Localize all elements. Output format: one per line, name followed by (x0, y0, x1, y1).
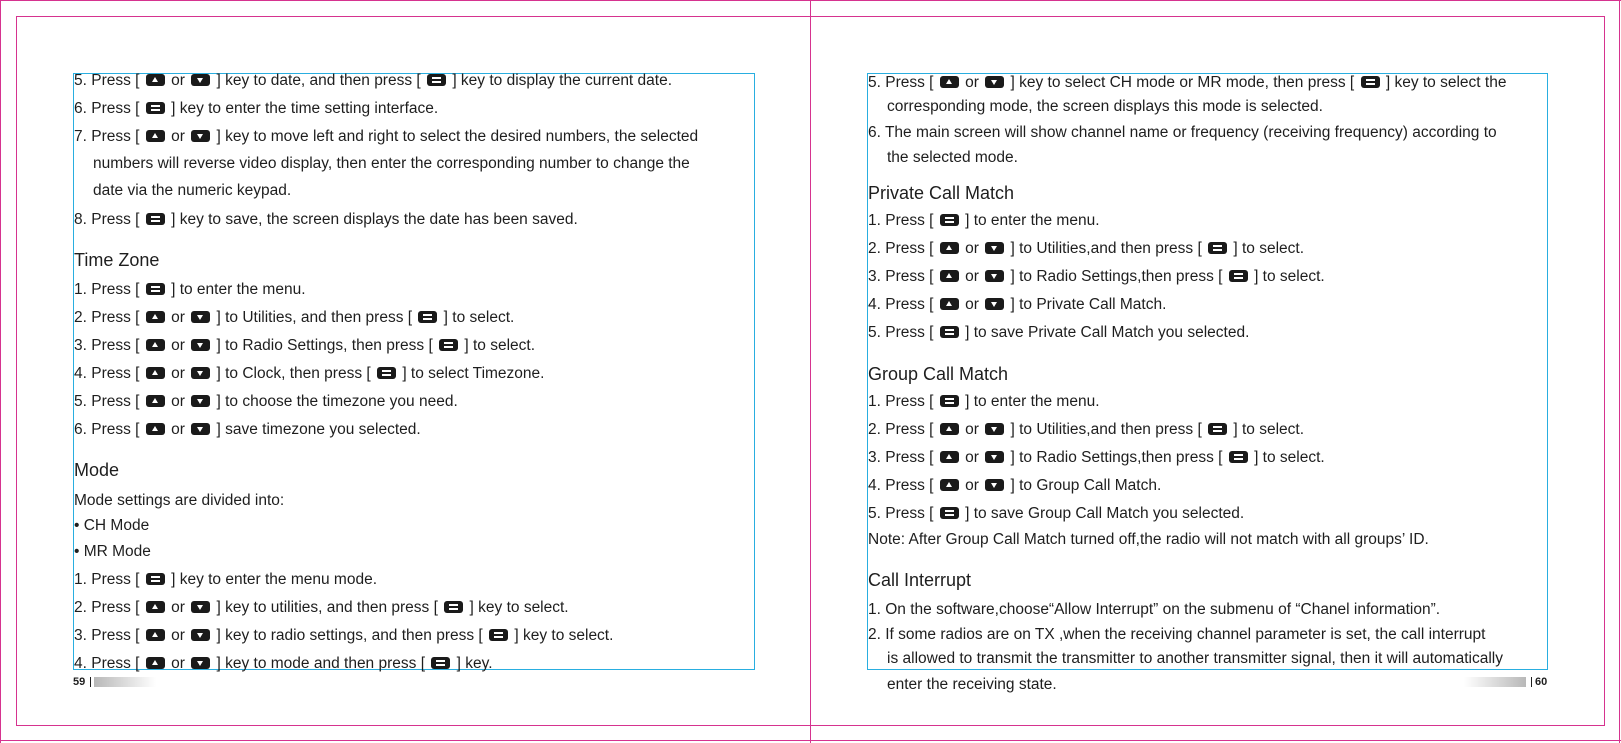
down-arrow-key-icon (191, 629, 210, 641)
down-arrow-key-icon (191, 423, 210, 435)
bleed-line-right (1604, 16, 1605, 726)
text-run: or (166, 627, 190, 644)
down-arrow-key-icon (191, 339, 210, 351)
menu-key-icon (940, 326, 959, 338)
text-line (868, 601, 1440, 619)
text-run: or (166, 72, 190, 89)
up-arrow-key-icon (146, 657, 165, 669)
text-run: corresponding mode, the screen displays this mode is selected. (887, 98, 1323, 115)
text-run: ] to Private Call Match. (1006, 296, 1167, 313)
text-line (74, 365, 544, 383)
text-run: ] key to move left and right to select the desired numbers, the selected (212, 128, 699, 145)
text-run: ] key to enter the menu mode. (166, 571, 378, 588)
text-line (74, 281, 306, 299)
text-run: ] to save Private Call Match you selected. (960, 324, 1250, 341)
section-heading: Group Call Match (868, 364, 1009, 384)
up-arrow-key-icon (146, 311, 165, 323)
text-line (93, 182, 291, 200)
text-run: ] key to select. (510, 627, 614, 644)
text-run: 2. Press [ (868, 240, 938, 257)
up-arrow-key-icon (940, 242, 959, 254)
up-arrow-key-icon (940, 298, 959, 310)
down-arrow-key-icon (191, 367, 210, 379)
text-run: or (166, 655, 190, 672)
menu-key-icon (418, 311, 437, 323)
text-run: ] to select. (460, 337, 536, 354)
text-run: 5. Press [ (74, 393, 144, 410)
text-line (887, 650, 1503, 668)
text-run: or (166, 365, 190, 382)
text-run: 3. Press [ (74, 337, 144, 354)
menu-key-icon (146, 102, 165, 114)
text-run: numbers will reverse video display, then enter the corresponding number to change the (93, 155, 690, 172)
text-run: or (960, 74, 984, 91)
text-run: ] save timezone you selected. (212, 421, 421, 438)
text-run: ] to Utilities,and then press [ (1006, 421, 1207, 438)
text-line (74, 337, 535, 355)
down-arrow-key-icon (985, 451, 1004, 463)
down-arrow-key-icon (191, 74, 210, 86)
text-line (868, 477, 1161, 495)
down-arrow-key-icon (985, 76, 1004, 88)
text-run: 4. Press [ (74, 655, 144, 672)
text-line (887, 98, 1323, 116)
text-line (868, 240, 1304, 258)
trim-line-left (0, 0, 1, 743)
text-line (74, 627, 613, 645)
left-number-divider (90, 677, 91, 687)
up-arrow-key-icon (146, 629, 165, 641)
text-run: or (166, 393, 190, 410)
text-run: enter the receiving state. (887, 676, 1057, 693)
text-run: • MR Mode (74, 543, 151, 560)
menu-key-icon (146, 573, 165, 585)
text-line (74, 571, 377, 589)
text-run: or (166, 128, 190, 145)
text-line (868, 296, 1166, 314)
text-run: ] to Group Call Match. (1006, 477, 1162, 494)
menu-key-icon (431, 657, 450, 669)
text-run: ] to select. (1229, 240, 1305, 257)
menu-key-icon (377, 367, 396, 379)
up-arrow-key-icon (146, 601, 165, 613)
bleed-line-left (16, 16, 17, 726)
down-arrow-key-icon (985, 270, 1004, 282)
text-line (868, 421, 1304, 439)
text-run: 2. Press [ (74, 599, 144, 616)
down-arrow-key-icon (191, 395, 210, 407)
text-run: the selected mode. (887, 149, 1018, 166)
section-heading: Time Zone (74, 250, 160, 270)
text-run: ] to select. (439, 309, 515, 326)
text-run: ] key to select CH mode or MR mode, then press [ (1006, 74, 1359, 91)
text-run: or (166, 599, 190, 616)
text-run: 1. Press [ (868, 212, 938, 229)
spine-line (810, 0, 811, 743)
text-line (74, 128, 698, 146)
text-run: or (960, 296, 984, 313)
text-line (74, 517, 149, 535)
down-arrow-key-icon (191, 601, 210, 613)
text-run: 5. Press [ (868, 74, 938, 91)
text-run: or (960, 268, 984, 285)
text-run: ] to Radio Settings, then press [ (212, 337, 438, 354)
text-line (74, 393, 458, 411)
text-line (74, 100, 438, 118)
text-run: Mode settings are divided into: (74, 492, 285, 509)
text-run: 1. Press [ (74, 281, 144, 298)
text-run: ] key to enter the time setting interface. (166, 100, 439, 117)
text-line (74, 492, 284, 510)
text-line (868, 626, 1485, 644)
text-line (868, 531, 1429, 549)
text-run: ] to Radio Settings,then press [ (1006, 449, 1227, 466)
text-run: ] to Utilities,and then press [ (1006, 240, 1207, 257)
section-heading: Mode (74, 460, 120, 480)
text-run: ] key to utilities, and then press [ (212, 599, 443, 616)
text-run: 4. Press [ (868, 296, 938, 313)
right-footer-gradient-bar (1464, 677, 1526, 687)
text-line (868, 268, 1325, 286)
text-run: • CH Mode (74, 517, 150, 534)
text-run: 1. On the software,choose“Allow Interrupt” on the submenu of “Chanel information”. (868, 601, 1441, 618)
up-arrow-key-icon (146, 395, 165, 407)
text-run: 2. Press [ (868, 421, 938, 438)
text-line (887, 149, 1018, 167)
right-number-divider (1531, 677, 1532, 687)
text-run: 6. Press [ (74, 100, 144, 117)
text-run: date via the numeric keypad. (93, 182, 292, 199)
text-line (868, 324, 1249, 342)
text-line (74, 72, 672, 90)
text-line (74, 421, 421, 439)
up-arrow-key-icon (940, 479, 959, 491)
left-page-number: 59 (73, 676, 86, 688)
text-run: ] key to select. (465, 599, 569, 616)
menu-key-icon (1208, 242, 1227, 254)
menu-key-icon (489, 629, 508, 641)
text-run: 4. Press [ (868, 477, 938, 494)
text-run: 3. Press [ (868, 449, 938, 466)
text-line (868, 393, 1100, 411)
text-run: ] to choose the timezone you need. (212, 393, 458, 410)
text-run: ] to Radio Settings,then press [ (1006, 268, 1227, 285)
text-line (868, 449, 1325, 467)
menu-key-icon (940, 507, 959, 519)
menu-key-icon (146, 213, 165, 225)
text-run: ] key to save, the screen displays the date has been saved. (166, 211, 578, 228)
text-run: 1. Press [ (74, 571, 144, 588)
text-run: 2. If some radios are on TX ,when the receiving channel parameter is set, the call interrupt (868, 626, 1486, 643)
text-run: 4. Press [ (74, 365, 144, 382)
text-run: 5. Press [ (868, 324, 938, 341)
up-arrow-key-icon (940, 451, 959, 463)
text-run: ] to Utilities, and then press [ (212, 309, 417, 326)
text-line (868, 212, 1100, 230)
menu-key-icon (427, 74, 446, 86)
up-arrow-key-icon (940, 76, 959, 88)
text-line (74, 211, 578, 229)
text-run: ] to select Timezone. (398, 365, 545, 382)
text-run: is allowed to transmit the transmitter to another transmitter signal, then it will automatically (887, 650, 1503, 667)
down-arrow-key-icon (191, 657, 210, 669)
menu-key-icon (1208, 423, 1227, 435)
menu-key-icon (1361, 76, 1380, 88)
down-arrow-key-icon (191, 311, 210, 323)
menu-key-icon (444, 601, 463, 613)
text-run: 3. Press [ (868, 268, 938, 285)
menu-key-icon (940, 395, 959, 407)
menu-key-icon (1229, 451, 1248, 463)
section-heading: Private Call Match (868, 183, 1015, 203)
left-page-content (74, 0, 754, 680)
down-arrow-key-icon (985, 423, 1004, 435)
text-line (74, 599, 569, 617)
text-run: ] key to mode and then press [ (212, 655, 430, 672)
text-run: ] key to date, and then press [ (212, 72, 426, 89)
up-arrow-key-icon (146, 74, 165, 86)
text-line (868, 124, 1497, 142)
down-arrow-key-icon (985, 479, 1004, 491)
up-arrow-key-icon (940, 270, 959, 282)
text-run: ] to select. (1229, 421, 1305, 438)
text-line (868, 505, 1244, 523)
up-arrow-key-icon (146, 367, 165, 379)
text-run: ] to enter the menu. (960, 212, 1100, 229)
text-run: Note: After Group Call Match turned off,the radio will not match with all groups’ ID. (868, 531, 1429, 548)
menu-key-icon (439, 339, 458, 351)
text-run: 1. Press [ (868, 393, 938, 410)
trim-line-right (1619, 0, 1620, 743)
up-arrow-key-icon (146, 423, 165, 435)
text-run: ] to select. (1249, 449, 1325, 466)
text-run: ] to enter the menu. (960, 393, 1100, 410)
text-run: 5. Press [ (74, 72, 144, 89)
right-page-number: 60 (1535, 676, 1548, 688)
text-run: ] key. (452, 655, 493, 672)
left-footer-gradient-bar (94, 677, 156, 687)
text-run: 2. Press [ (74, 309, 144, 326)
text-run: ] key to radio settings, and then press [ (212, 627, 488, 644)
text-run: ] key to display the current date. (448, 72, 673, 89)
text-run: ] to select. (1249, 268, 1325, 285)
menu-key-icon (1229, 270, 1248, 282)
text-run: 6. The main screen will show channel name or frequency (receiving frequency) according to (868, 124, 1497, 141)
up-arrow-key-icon (940, 423, 959, 435)
up-arrow-key-icon (146, 130, 165, 142)
section-heading: Call Interrupt (868, 570, 972, 590)
text-line (887, 676, 1057, 694)
down-arrow-key-icon (985, 242, 1004, 254)
down-arrow-key-icon (191, 130, 210, 142)
text-run: or (166, 421, 190, 438)
text-line (868, 74, 1506, 92)
down-arrow-key-icon (985, 298, 1004, 310)
text-run: or (960, 240, 984, 257)
text-line (74, 543, 151, 561)
up-arrow-key-icon (146, 339, 165, 351)
text-run: ] to enter the menu. (166, 281, 306, 298)
text-run: 6. Press [ (74, 421, 144, 438)
text-run: or (166, 309, 190, 326)
text-run: ] to Clock, then press [ (212, 365, 376, 382)
text-run: or (960, 421, 984, 438)
text-line (93, 155, 690, 173)
text-line (74, 655, 493, 673)
text-run: or (166, 337, 190, 354)
menu-key-icon (940, 214, 959, 226)
text-run: 8. Press [ (74, 211, 144, 228)
text-run: or (960, 477, 984, 494)
text-run: or (960, 449, 984, 466)
text-line (74, 309, 514, 327)
menu-key-icon (146, 283, 165, 295)
text-run: 7. Press [ (74, 128, 144, 145)
right-page-content (868, 0, 1568, 700)
text-run: ] to save Group Call Match you selected. (960, 505, 1245, 522)
text-run: 5. Press [ (868, 505, 938, 522)
text-run: 3. Press [ (74, 627, 144, 644)
text-run: ] key to select the (1381, 74, 1507, 91)
